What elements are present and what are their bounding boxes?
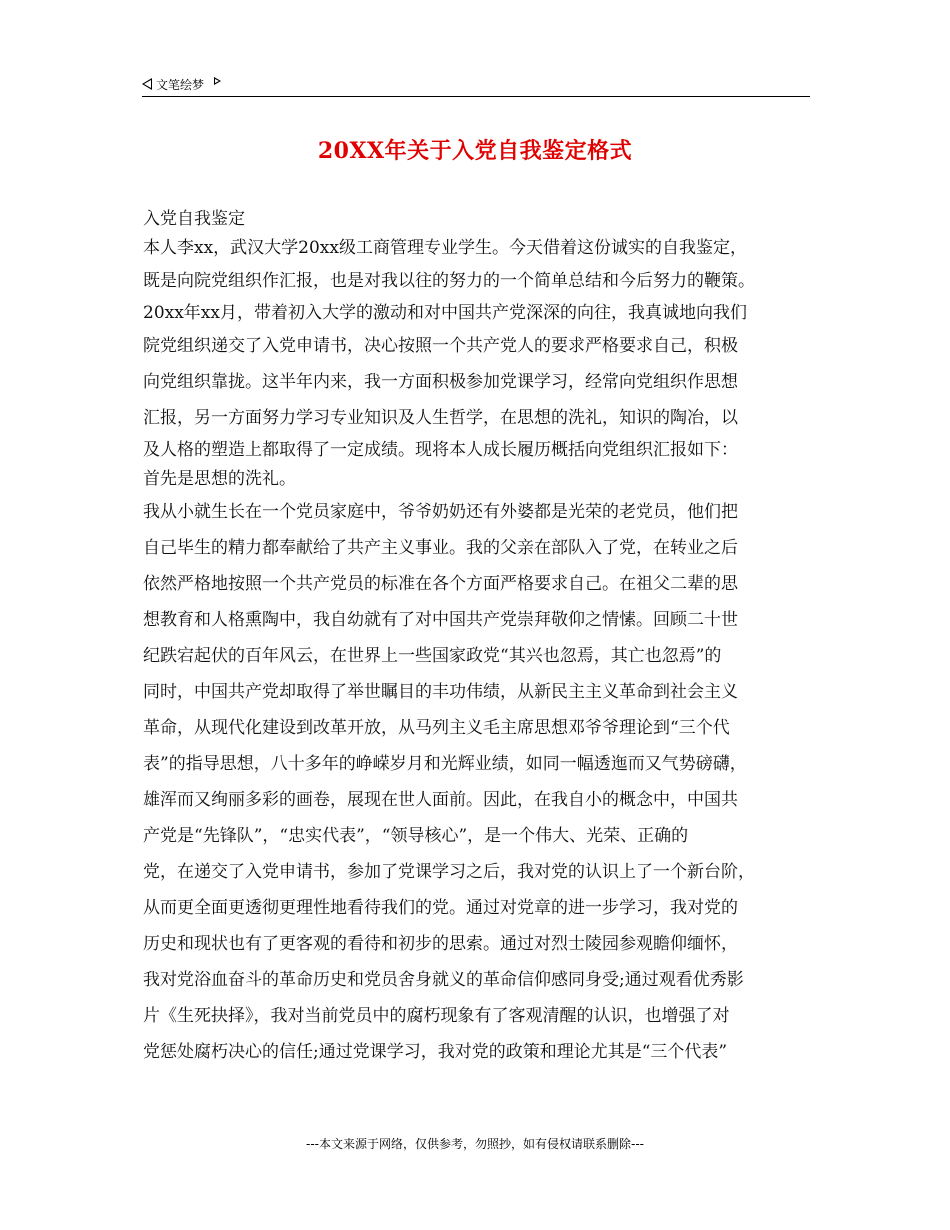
body-line: 依然严格地按照一个共产党员的标准在各个方面严格要求自己。在祖父二辈的思 xyxy=(143,574,738,594)
body-line: 及人格的塑造上都取得了一定成绩。现将本人成长履历概括向党组织汇报如下： xyxy=(143,440,738,460)
triangle-left-icon xyxy=(142,78,152,90)
body-line: 革命，从现代化建设到改革开放，从马列主义毛主席思想邓爷爷理论到“三个代 xyxy=(143,718,730,738)
body-line: 同时，中国共产党却取得了举世瞩目的丰功伟绩，从新民主主义革命到社会主义 xyxy=(143,682,738,702)
document-body xyxy=(143,205,823,1070)
body-line: 我对党浴血奋斗的革命历史和党员舍身就义的革命信仰感同身受;通过观看优秀影 xyxy=(143,970,744,990)
footer-disclaimer: ---本文来源于网络，仅供参考，勿照抄，如有侵权请联系删除--- xyxy=(306,1137,644,1151)
body-line: 20xx年xx月，带着初入大学的激动和对中国共产党深深的向往，我真诚地向我们 xyxy=(143,303,747,323)
document-title: 20XX年关于入党自我鉴定格式 xyxy=(317,138,633,164)
body-line: 雄浑而又绚丽多彩的画卷，展现在世人面前。因此，在我自小的概念中，中国共 xyxy=(143,790,738,810)
body-line: 首先是思想的洗礼。 xyxy=(143,469,296,489)
page-header xyxy=(142,74,810,97)
body-line: 我从小就生长在一个党员家庭中，爷爷奶奶还有外婆都是光荣的老党员，他们把 xyxy=(143,502,738,522)
body-line: 纪跌宕起伏的百年风云，在世界上一些国家政党“其兴也忽焉，其亡也忽焉”的 xyxy=(143,646,722,666)
body-line: 产党是“先锋队”，“忠实代表”，“领导核心”，是一个伟大、光荣、正确的 xyxy=(143,826,689,846)
body-line: 想教育和人格熏陶中，我自幼就有了对中国共产党崇拜敬仰之情愫。回顾二十世 xyxy=(143,610,738,630)
body-line: 汇报，另一方面努力学习专业知识及人生哲学，在思想的洗礼，知识的陶冶，以 xyxy=(143,408,738,428)
body-line: 党，在递交了入党申请书，参加了党课学习之后，我对党的认识上了一个新台阶， xyxy=(143,862,755,882)
body-line: 本人李xx，武汉大学20xx级工商管理专业学生。今天借着这份诚实的自我鉴定， xyxy=(143,238,747,258)
triangle-right-icon xyxy=(214,77,221,85)
body-line: 入党自我鉴定 xyxy=(143,209,245,229)
body-line: 片《生死抉择》，我对当前党员中的腐朽现象有了客观清醒的认识，也增强了对 xyxy=(143,1006,730,1026)
body-line: 既是向院党组织作汇报，也是对我以往的努力的一个简单总结和今后努力的鞭策。 xyxy=(143,271,755,291)
body-line: 院党组织递交了入党申请书，决心按照一个共产党人的要求严格要求自己，积极 xyxy=(143,336,738,356)
body-line: 自己毕生的精力都奉献给了共产主义事业。我的父亲在部队入了党，在转业之后 xyxy=(143,538,738,558)
body-line: 党惩处腐朽决心的信任;通过党课学习，我对党的政策和理论尤其是“三个代表” xyxy=(143,1042,728,1062)
body-line: 向党组织靠拢。这半年内来，我一方面积极参加党课学习，经常向党组织作思想 xyxy=(143,372,738,392)
header-brand xyxy=(142,74,221,94)
brand-name: 文笔绘梦 xyxy=(156,77,205,92)
body-line: 从而更全面更透彻更理性地看待我们的党。通过对党章的进一步学习，我对党的 xyxy=(143,898,738,918)
body-line: 表”的指导思想，八十多年的峥嵘岁月和光辉业绩，如同一幅透迤而又气势磅礴， xyxy=(143,754,747,774)
body-line: 历史和现状也有了更客观的看待和初步的思索。通过对烈士陵园参观瞻仰缅怀， xyxy=(143,934,738,954)
